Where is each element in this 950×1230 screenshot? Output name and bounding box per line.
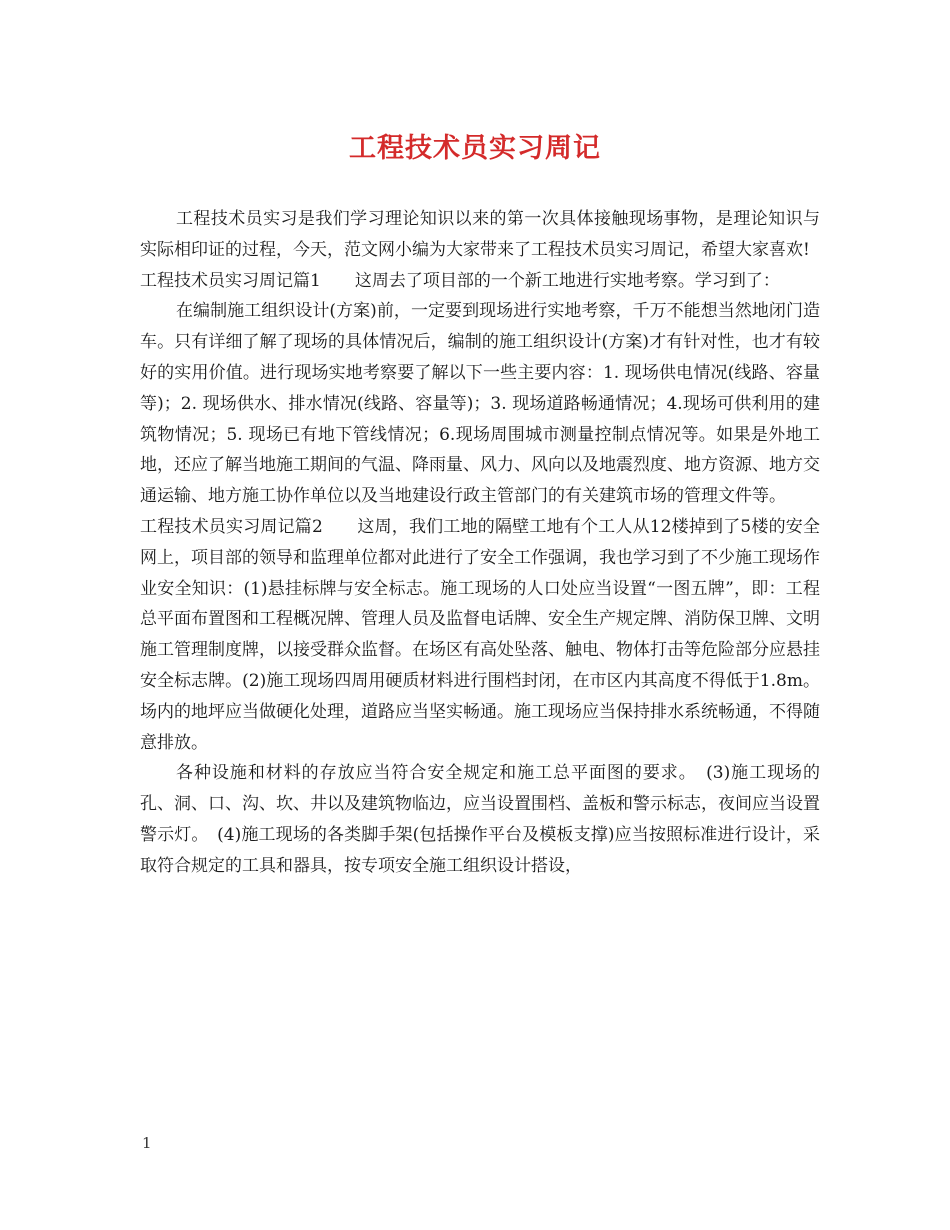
site-survey-paragraph: 在编制施工组织设计(方案)前，一定要到现场进行实地考察，千万不能想当然地闭门造车。只有详细了解了现场的具体情况后，编制的施工组织设计(方案)才有针对性，也才有较好的实用价值。进行现场实地考察要了解以下一些主要内容：1. 现场供电情况(线路、容量等)；2. 现场供水、排水情况(线路、容量等)；3. 现场道路畅通情况；4.现场可供利用的建筑物情况；5. 现场已有地下管线情况；6.现场周围城市测量控制点情况等。如果是外地工地，还应了解当地施工期间的气温、降雨量、风力、风向以及地震烈度、地方资源、地方交通运输、地方施工协作单位以及当地建设行政主管部门的有关建筑市场的管理文件等。	[140, 301, 820, 507]
safety-rules-paragraph: 各种设施和材料的存放应当符合安全规定和施工总平面图的要求。 (3)施工现场的孔、洞、口、沟、坎、井以及建筑物临边，应当设置围档、盖板和警示标志，夜间应当设置警示灯。 (4)施工现场的各类脚手架(包括操作平台及模板支撑)应当按照标准进行设计，采取符合规定的工具和器具，按专项安全施工组织设计搭设，	[140, 763, 820, 876]
weekly-note-1-paragraph: 工程技术员实习周记篇1 这周去了项目部的一个新工地进行实地考察。学习到了：	[140, 270, 780, 291]
intro-paragraph: 工程技术员实习是我们学习理论知识以来的第一次具体接触现场事物，是理论知识与实际相印证的过程，今天，范文网小编为大家带来了工程技术员实习周记，希望大家喜欢!	[140, 209, 820, 260]
document-body	[140, 204, 820, 882]
document-title: 工程技术员实习周记	[349, 133, 601, 164]
page-number: 1	[142, 1134, 152, 1152]
weekly-note-2-paragraph: 工程技术员实习周记篇2 这周，我们工地的隔壁工地有个工人从12楼掉到了5楼的安全网上，项目部的领导和监理单位都对此进行了安全工作强调，我也学习到了不少施工现场作业安全知识：(1)悬挂标牌与安全标志。施工现场的人口处应当设置“一图五牌”，即：工程总平面布置图和工程概况牌、管理人员及监督电话牌、安全生产规定牌、消防保卫牌、文明施工管理制度牌，以接受群众监督。在场区有高处坠落、触电、物体打击等危险部分应悬挂安全标志牌。(2)施工现场四周用硬质材料进行围档封闭，在市区内其高度不得低于1.8m。场内的地坪应当做硬化处理，道路应当坚实畅通。施工现场应当保持排水系统畅通，不得随意排放。	[140, 516, 820, 753]
